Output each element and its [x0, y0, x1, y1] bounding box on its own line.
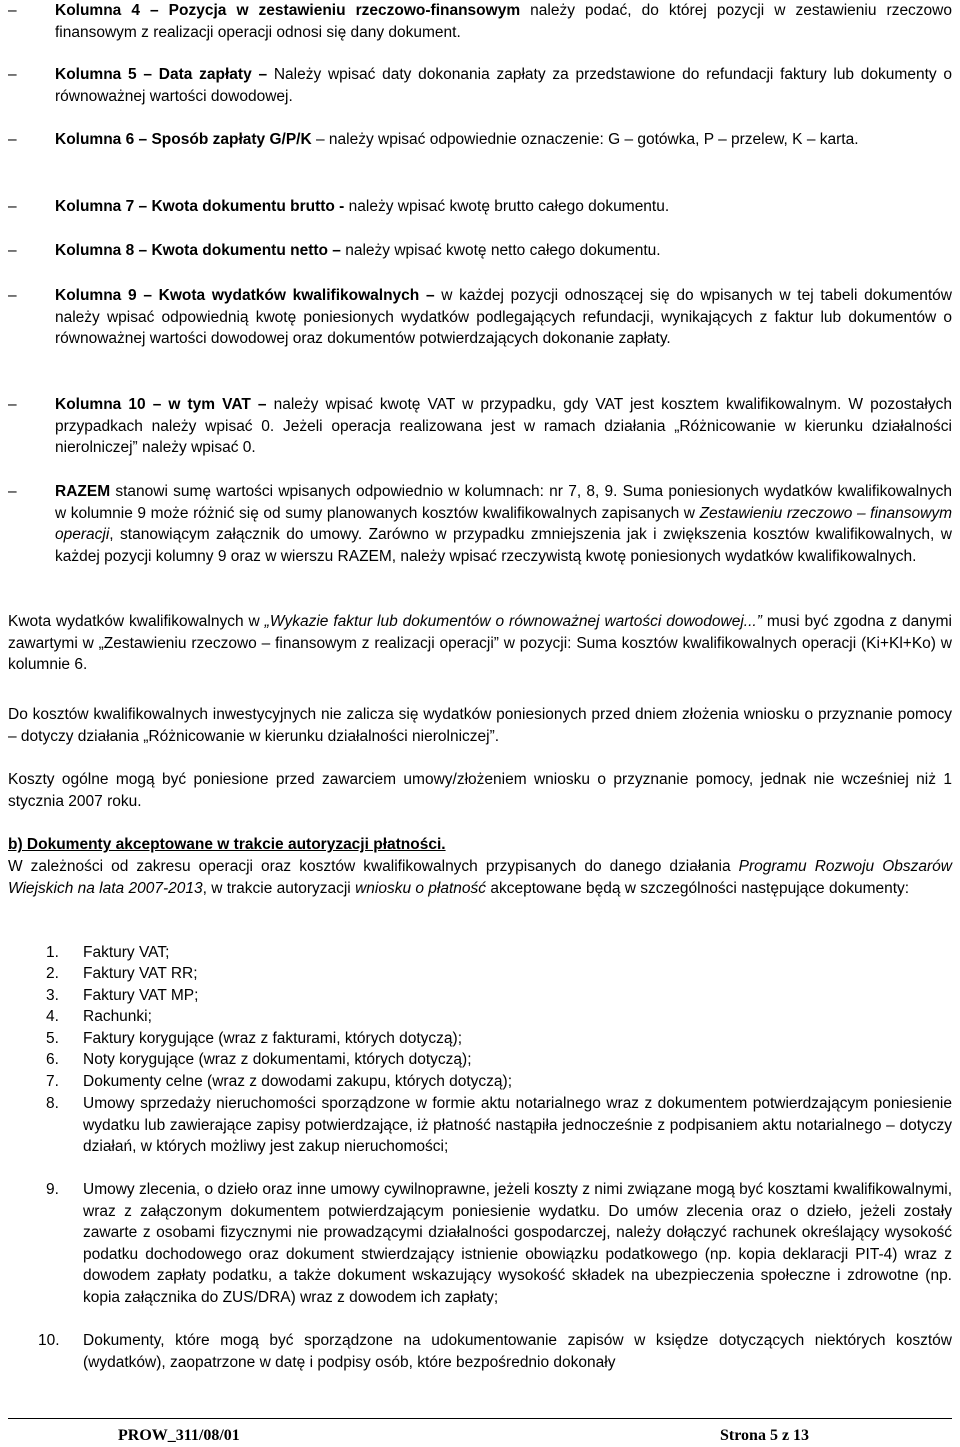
list-item	[46, 1071, 952, 1093]
bullet-kolumna-8	[8, 240, 952, 262]
footer-document-code: PROW_311/08/01	[118, 1427, 240, 1444]
list-number: 4.	[46, 1008, 59, 1025]
bullet-kolumna-7	[8, 196, 952, 218]
list-item	[46, 985, 952, 1007]
list-item	[38, 1330, 952, 1373]
bullet-kolumna-10	[8, 394, 952, 459]
bullet-kolumna-6	[8, 129, 952, 151]
bullet-text: stanowi sumę wartości wpisanych odpowiednio w kolumnach: nr 7, 8, 9. Suma poniesionych wydatków kwalifikowalnych w kolumnie 9 może różnić się od sumy planowanych kosztów kwalifikowalnych zapisanych w	[55, 483, 952, 522]
dash-marker: –	[8, 198, 17, 215]
bullet-razem	[8, 481, 952, 567]
dash-marker: –	[8, 483, 17, 500]
list-item	[46, 1028, 952, 1050]
dash-marker: –	[8, 287, 17, 304]
bullet-text: należy wpisać kwotę VAT w przypadku, gdy VAT jest kosztem kwalifikowalnym. W pozostałych przypadkach należy wpisać 0. Jeżeli operacja realizowana jest w ramach działania „Różnicowanie w kierunku działalności nierolniczej” należy wpisać 0.	[55, 396, 952, 456]
bullet-text: należy wpisać kwotę netto całego dokumentu.	[340, 242, 661, 259]
list-item	[46, 1093, 952, 1158]
list-item	[46, 1179, 952, 1308]
bullet-lead: Kolumna 5 – Data zapłaty –	[55, 66, 268, 83]
list-text: Faktury VAT;	[83, 944, 170, 961]
paragraph-italic: „Wykazie faktur lub dokumentów o równoważnej wartości dowodowej...”	[264, 613, 762, 630]
list-item	[46, 1006, 952, 1028]
bullet-kolumna-9	[8, 285, 952, 350]
paragraph-kwota-wydatkow	[8, 611, 952, 676]
section-italic: wniosku o płatność	[355, 879, 487, 897]
list-number: 8.	[46, 1095, 59, 1112]
bullet-lead: Kolumna 10 – w tym VAT –	[55, 396, 267, 413]
section-text: , w trakcie autoryzacji	[202, 879, 356, 897]
bullet-lead: Kolumna 6 – Sposób zapłaty G/P/K	[55, 131, 312, 148]
paragraph-koszty-ogolne: Koszty ogólne mogą być poniesione przed zawarciem umowy/złożeniem wniosku o przyznanie pomocy, jednak nie wcześniej niż 1 stycznia 2007 roku.	[8, 771, 952, 810]
dash-marker: –	[8, 2, 17, 19]
dash-marker: –	[8, 131, 17, 148]
list-number: 7.	[46, 1073, 59, 1090]
dash-marker: –	[8, 242, 17, 259]
list-text: Faktury korygujące (wraz z fakturami, których dotyczą);	[83, 1030, 463, 1047]
paragraph-text: musi być zgodna z danymi zawartymi w „Zestawieniu rzeczowo – finansowym z realizacji operacji” w pozycji: Suma kosztów kwalifikowalnych operacji (Ki+Kl+Ko) w kolumnie 6.	[8, 613, 953, 673]
list-item	[46, 963, 952, 985]
list-number: 1.	[46, 944, 59, 961]
list-text: Dokumenty, które mogą być sporządzone na udokumentowanie zapisów w księdze dotyczących niektórych kosztów (wydatków), zaopatrzone w datę i podpisy osób, które bezpośrednio dokonały	[83, 1332, 952, 1371]
list-number: 9.	[46, 1181, 59, 1198]
list-number: 2.	[46, 965, 59, 982]
bullet-kolumna-4	[8, 0, 952, 43]
section-heading: b) Dokumenty akceptowane w trakcie autoryzacji płatności.	[8, 836, 446, 853]
dash-marker: –	[8, 66, 17, 83]
section-italic: Programu Rozwoju Obszarów Wiejskich na lata 2007-2013	[8, 858, 952, 897]
list-text: Faktury VAT MP;	[83, 987, 199, 1004]
list-text: Dokumenty celne (wraz z dowodami zakupu, których dotyczą);	[83, 1073, 513, 1090]
paragraph-koszty-inwestycyjne: Do kosztów kwalifikowalnych inwestycyjnych nie zalicza się wydatków poniesionych przed dniem złożenia wniosku o przyznanie pomocy – dotyczy działania „Różnicowanie w kierunku działalności nierolniczej”.	[8, 706, 952, 745]
list-text: Faktury VAT RR;	[83, 965, 198, 982]
list-number: 5.	[46, 1030, 59, 1047]
bullet-lead: Kolumna 9 – Kwota wydatków kwalifikowalnych –	[55, 287, 435, 304]
bullet-text: należy podać, do której pozycji w zestawieniu rzeczowo finansowym z realizacji operacji odnosi się dany dokument.	[55, 2, 952, 41]
section-b-heading	[8, 834, 952, 856]
bullet-text: – należy wpisać odpowiednie oznaczenie: G – gotówka, P – przelew, K – karta.	[311, 131, 859, 148]
list-text: Rachunki;	[83, 1008, 152, 1025]
section-b-intro	[8, 856, 952, 899]
paragraph-text: Kwota wydatków kwalifikowalnych w	[8, 613, 265, 630]
bullet-lead: RAZEM	[55, 483, 111, 500]
bullet-lead: Kolumna 4 – Pozycja w zestawieniu rzeczowo-finansowym	[55, 2, 521, 19]
section-text: W zależności od zakresu operacji oraz kosztów kwalifikowalnych przypisanych do danego działania	[8, 858, 739, 875]
bullet-text: należy wpisać kwotę brutto całego dokumentu.	[344, 198, 670, 215]
list-item	[46, 942, 952, 964]
list-text: Umowy sprzedaży nieruchomości sporządzone w formie aktu notarialnego wraz z dokumentem potwierdzającym poniesienie wydatku lub zawierające zapisy potwierdzające, iż płatność nastąpiła jednocześnie z podpisaniem aktu notarialnego – dotyczy działań, w których możliwy jest zakup nieruchomości;	[83, 1095, 952, 1155]
section-text: akceptowane będą w szczególności następujące dokumenty:	[486, 879, 910, 897]
bullet-text: w każdej pozycji odnoszącej się do wpisanych w tej tabeli dokumentów należy wpisać odpowiednią kwotę poniesionych wydatków podlegających refundacji, wynikających z faktur lub dokumentów o równoważnej wartości dowodowej oraz dokumentów potwierdzających dokonanie zapłaty.	[55, 287, 952, 347]
bullet-italic: Zestawieniu rzeczowo – finansowym operacji	[55, 504, 952, 543]
list-number: 3.	[46, 987, 59, 1004]
list-number: 10.	[38, 1332, 60, 1349]
list-text: Noty korygujące (wraz z dokumentami, których dotyczą);	[83, 1051, 472, 1068]
footer-page-number: Strona 5 z 13	[720, 1427, 810, 1444]
bullet-text: , stanowiącym załącznik do umowy. Zarówno w przypadku zmniejszenia jak i zwiększenia kosztów kwalifikowalnych, w każdej pozycji kolumny 9 oraz w wierszu RAZEM, należy wpisać rzeczywistą kwotę poniesionych wydatków kwalifikowalnych.	[55, 526, 952, 565]
dash-marker: –	[8, 396, 17, 413]
footer-divider	[8, 1418, 952, 1419]
list-item	[46, 1049, 952, 1071]
bullet-kolumna-5	[8, 64, 952, 107]
list-number: 6.	[46, 1051, 59, 1068]
bullet-text: Należy wpisać daty dokonania zapłaty za przedstawione do refundacji faktury lub dokumenty o równoważnej wartości dowodowej.	[55, 66, 953, 105]
list-text: Umowy zlecenia, o dzieło oraz inne umowy cywilnoprawne, jeżeli koszty z nimi związane mogą być kosztami kwalifikowalnymi, wraz z załączonym dokumentem potwierdzającym poniesienie wydatku. Do umów zlecenia oraz o dzieło, jeżeli zostały zawarte z osobami fizycznymi nie prowadzącymi działalności gospodarczej, należy dołączyć rachunek określający wysokość podatku dochodowego oraz dokument stwierdzający istnienie obowiązku podatkowego (np. kopia deklaracji PIT-4) wraz z dowodem zapłaty podatku, a także dokument wskazujący wysokość składek na ubezpieczenia społeczne i zdrowotne (np. kopia załącznika do ZUS/DRA) wraz z dowodem ich zapłaty;	[83, 1181, 952, 1306]
bullet-lead: Kolumna 7 – Kwota dokumentu brutto -	[55, 198, 345, 215]
bullet-lead: Kolumna 8 – Kwota dokumentu netto –	[55, 242, 341, 259]
